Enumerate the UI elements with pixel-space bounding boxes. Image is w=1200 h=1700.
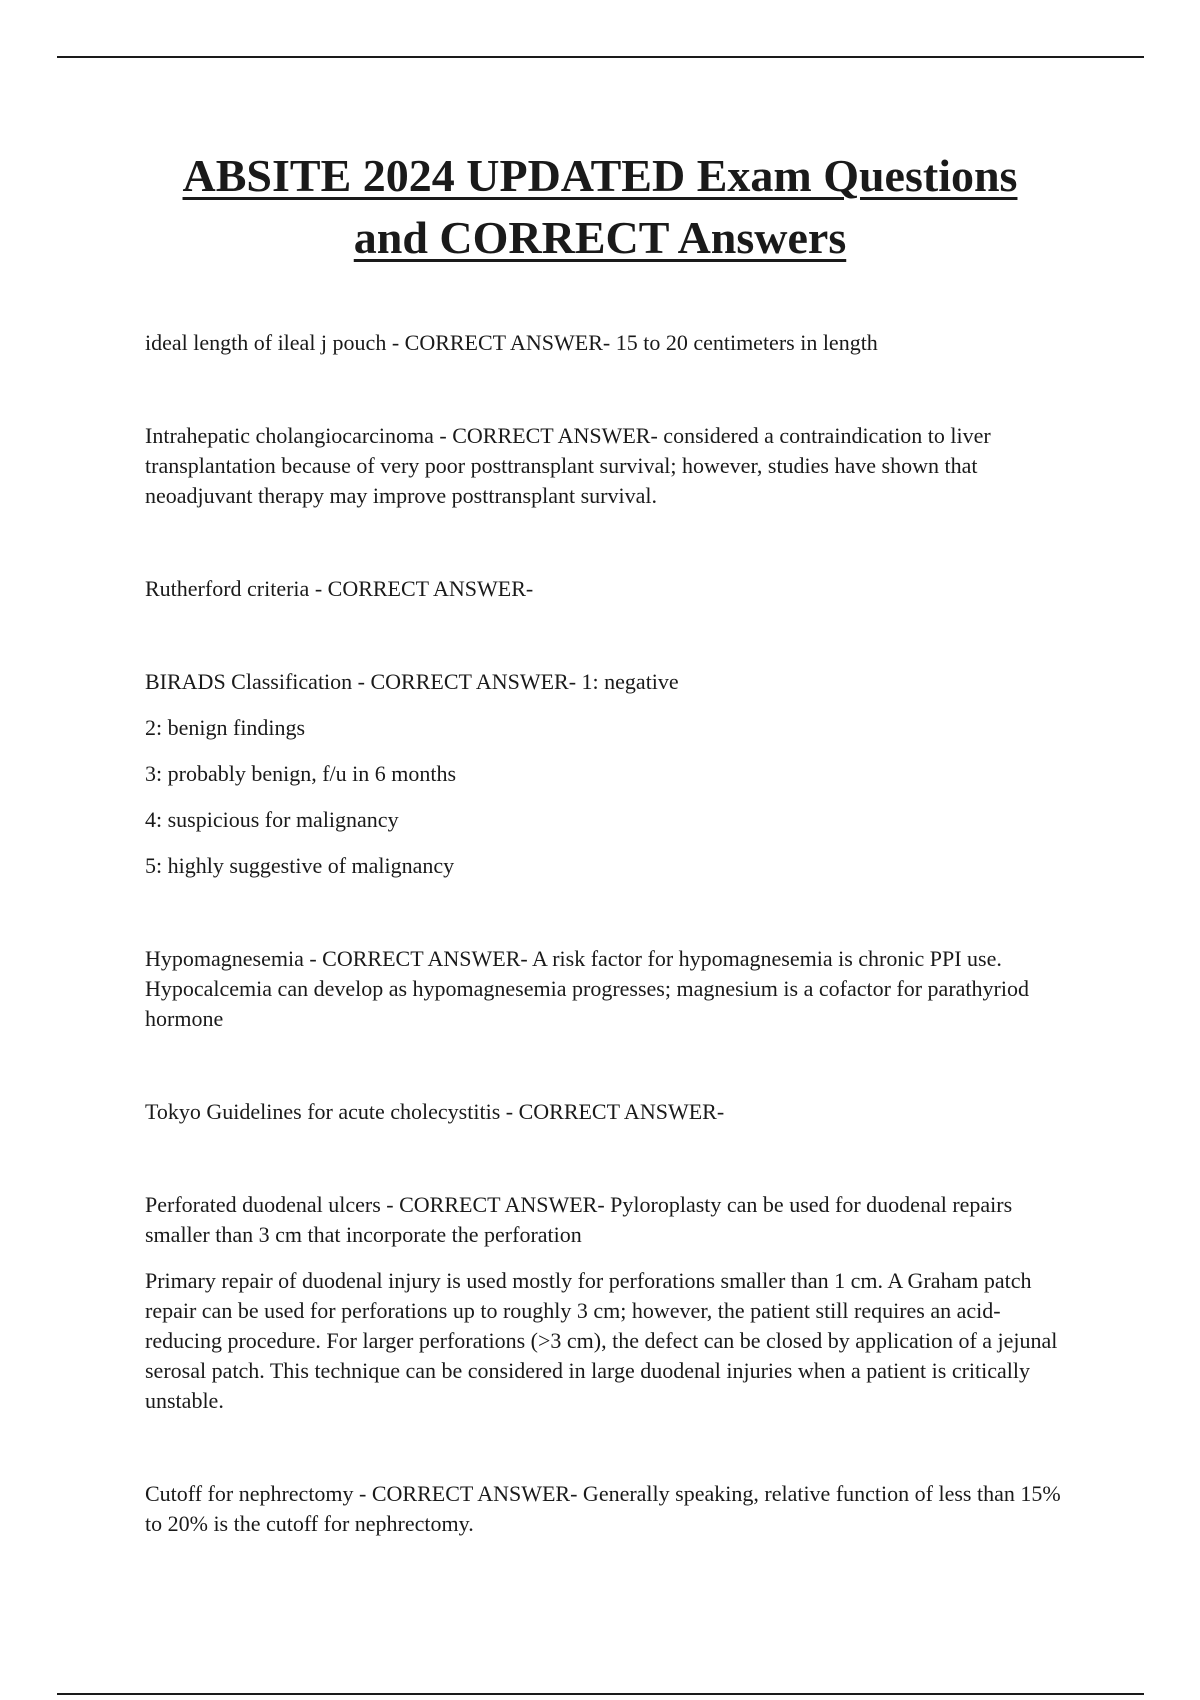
qa-text: Intrahepatic cholangiocarcinoma - CORRECT ANSWER- considered a contraindication to liver transplantation because of very poor posttransplant survival; however, studies have shown that neoadjuvant therapy may improve posttransplant survival.: [145, 423, 991, 508]
qa-entry-tokyo-guidelines: [145, 1097, 1065, 1127]
title-line-2: and CORRECT Answers: [353, 212, 847, 263]
qa-text: Rutherford criteria - CORRECT ANSWER-: [145, 576, 534, 601]
qa-text: Cutoff for nephrectomy - CORRECT ANSWER- Generally speaking, relative function of less than 15% to 20% is the cutoff for nephrectomy.: [145, 1481, 1061, 1536]
qa-content: [145, 328, 1065, 1602]
document-title: [100, 145, 1100, 269]
qa-entry-hypomagnesemia: [145, 944, 1065, 1034]
qa-list-line: 5: highly suggestive of malignancy: [145, 853, 455, 878]
qa-text: BIRADS Classification - CORRECT ANSWER- 1: negative: [145, 669, 679, 694]
qa-paragraph: Primary repair of duodenal injury is used mostly for perforations smaller than 1 cm. A Graham patch repair can be used for perforations up to roughly 3 cm; however, the patient still requires an acid-reducing procedure. For larger perforations (>3 cm), the defect can be closed by application of a jejunal serosal patch. This technique can be considered in large duodenal injuries when a patient is critically unstable.: [145, 1268, 1058, 1413]
qa-text: Tokyo Guidelines for acute cholecystitis - CORRECT ANSWER-: [145, 1099, 725, 1124]
title-line-1: ABSITE 2024 UPDATED Exam Questions: [182, 150, 1018, 201]
qa-text: ideal length of ileal j pouch - CORRECT ANSWER- 15 to 20 centimeters in length: [145, 330, 878, 355]
qa-list-line: 4: suspicious for malignancy: [145, 807, 399, 832]
qa-entry-birads: [145, 667, 1065, 881]
qa-text: Perforated duodenal ulcers - CORRECT ANSWER- Pyloroplasty can be used for duodenal repairs smaller than 3 cm that incorporate the perforation: [145, 1192, 1013, 1247]
top-rule: [57, 56, 1144, 58]
bottom-rule: [57, 1693, 1144, 1695]
qa-list-line: 3: probably benign, f/u in 6 months: [145, 761, 457, 786]
qa-entry-ileal-pouch: [145, 328, 1065, 358]
qa-entry-rutherford: [145, 574, 1065, 604]
qa-entry-duodenal-ulcers: [145, 1190, 1065, 1416]
qa-entry-nephrectomy: [145, 1479, 1065, 1539]
qa-text: Hypomagnesemia - CORRECT ANSWER- A risk factor for hypomagnesemia is chronic PPI use. Hypocalcemia can develop as hypomagnesemia progresses; magnesium is a cofactor for parathyriod hormone: [145, 946, 1029, 1031]
qa-entry-cholangiocarcinoma: [145, 421, 1065, 511]
qa-list-line: 2: benign findings: [145, 715, 306, 740]
